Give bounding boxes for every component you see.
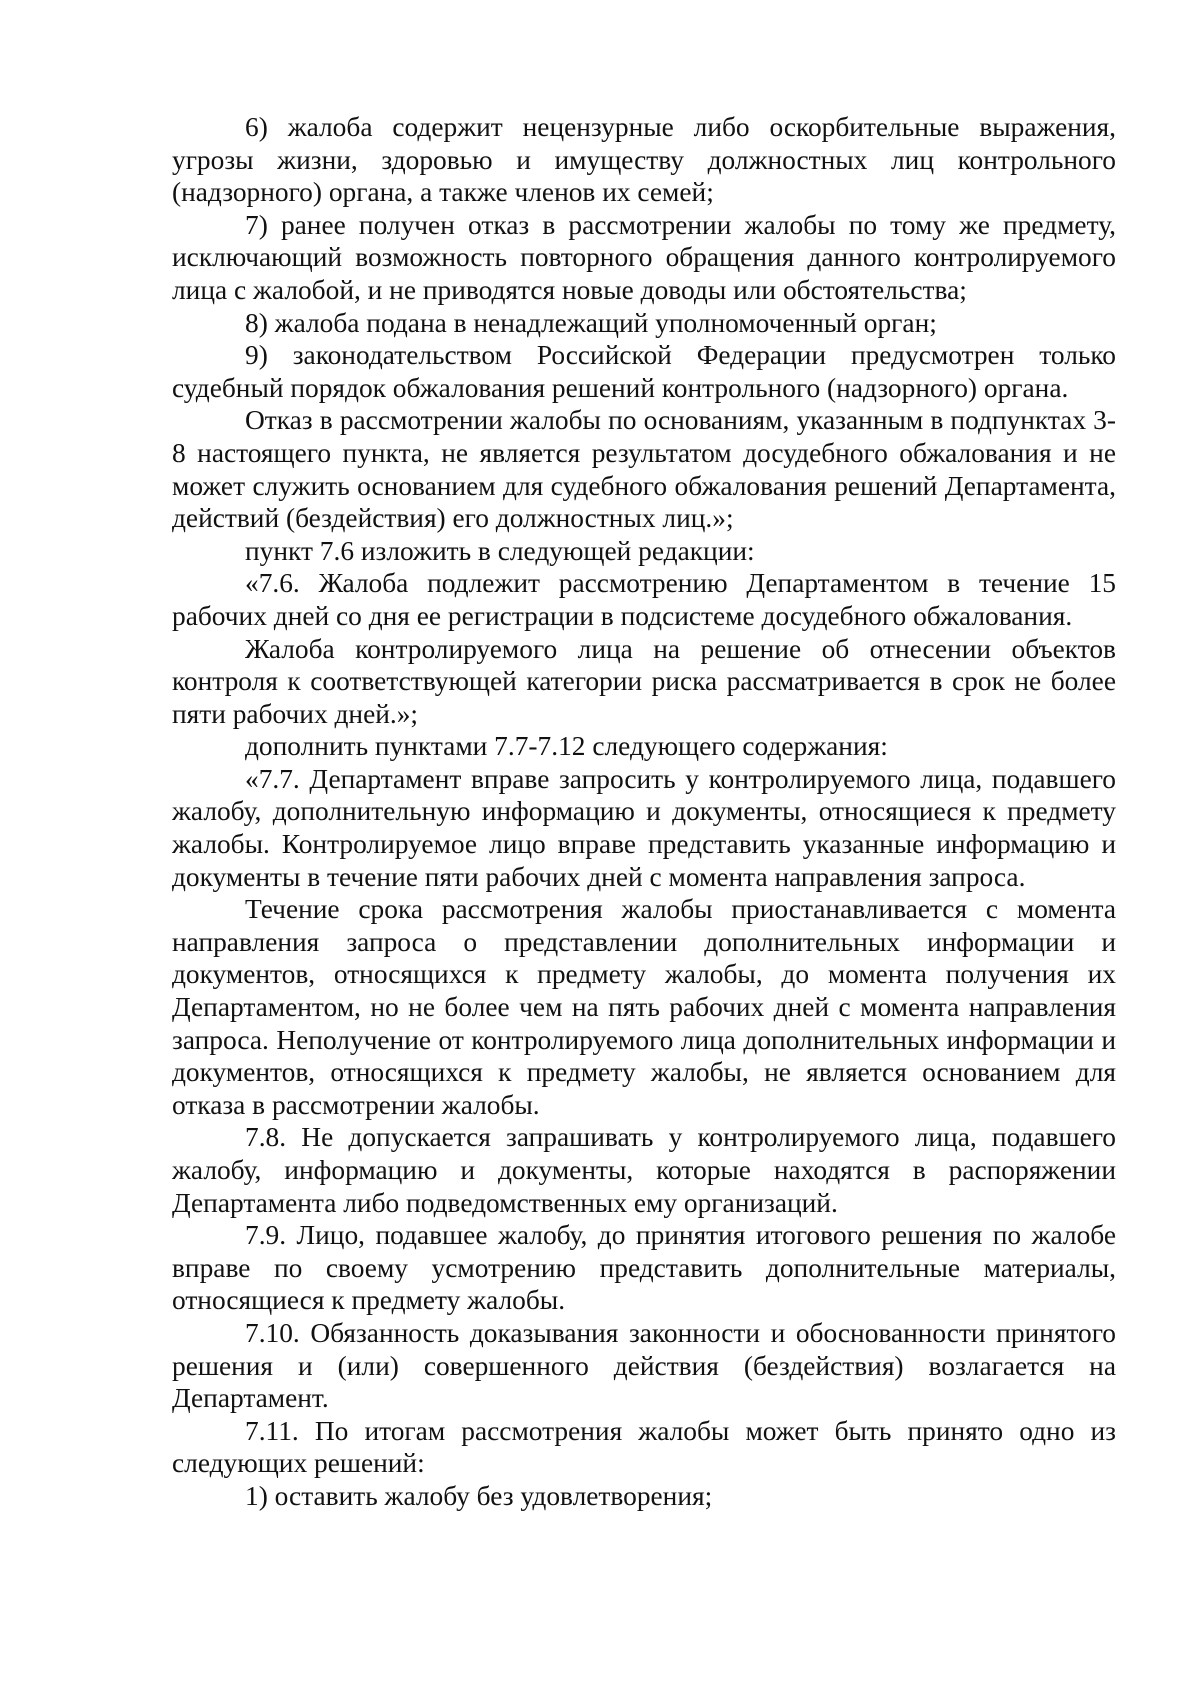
paragraph-clause-7-10: 7.10. Обязанность доказывания законности и обоснованности принятого решения и (или) совершенного действия (бездействия) возлагается на Департамент. — [172, 1317, 1116, 1414]
paragraph-item-8: 8) жалоба подана в ненадлежащий уполномоченный орган; — [245, 307, 937, 338]
paragraph-risk-category: Жалоба контролируемого лица на решение об отнесении объектов контроля к соответствующей категории риска рассматривается в срок не более пяти рабочих дней.»; — [172, 633, 1116, 729]
paragraph-clause-7-9: 7.9. Лицо, подавшее жалобу, до принятия итогового решения по жалобе вправе по своему усмотрению представить дополнительные материалы, относящиеся к предмету жалобы. — [172, 1220, 1116, 1316]
paragraph-clause-7-11: 7.11. По итогам рассмотрения жалобы может быть принято одно из следующих решений: — [172, 1415, 1116, 1479]
paragraph-clause-7-6: «7.6. Жалоба подлежит рассмотрению Департаментом в течение 15 рабочих дней со дня ее регистрации в подсистеме досудебного обжалования. — [172, 568, 1116, 631]
paragraph-item-7: 7) ранее получен отказ в рассмотрении жалобы по тому же предмету, исключающий возможность повторного обращения данного контролируемого лица с жалобой, и не приводятся новые доводы или обстоятельства; — [172, 209, 1116, 305]
paragraph-suspension: Течение срока рассмотрения жалобы приостанавливается с момента направления запроса о представлении дополнительных информации и документов, относящихся к предмету жалобы, до момента получения их Департаментом, но не более чем на пять рабочих дней с момента направления запроса. Неполучение от контролируемого лица дополнительных информации и документов, относящихся к предмету жалобы, не является основанием для отказа в рассмотрении жалобы. — [172, 894, 1116, 1120]
paragraph-clause-7-8: 7.8. Не допускается запрашивать у контролируемого лица, подавшего жалобу, информацию и документы, которые находятся в распоряжении Департамента либо подведомственных ему организаций. — [172, 1122, 1116, 1218]
paragraph-amend-7-6: пункт 7.6 изложить в следующей редакции: — [245, 535, 755, 566]
paragraph-add-clauses: дополнить пунктами 7.7-7.12 следующего содержания: — [245, 731, 888, 762]
document-body — [172, 111, 1116, 1513]
paragraph-decision-1: 1) оставить жалобу без удовлетворения; — [245, 1480, 713, 1511]
paragraph-item-9: 9) законодательством Российской Федерации предусмотрен только судебный порядок обжалования решений контрольного (надзорного) органа. — [172, 340, 1116, 403]
paragraph-item-6: 6) жалоба содержит нецензурные либо оскорбительные выражения, угрозы жизни, здоровью и имуществу должностных лиц контрольного (надзорного) органа, а также членов их семей; — [172, 112, 1116, 208]
paragraph-clause-7-7: «7.7. Департамент вправе запросить у контролируемого лица, подавшего жалобу, дополнительную информацию и документы, относящиеся к предмету жалобы. Контролируемое лицо вправе представить указанные информацию и документы в течение пяти рабочих дней с момента направления запроса. — [172, 763, 1116, 892]
paragraph-refusal-note: Отказ в рассмотрении жалобы по основаниям, указанным в подпунктах 3-8 настоящего пункта, не является результатом досудебного обжалования и не может служить основанием для судебного обжалования решений Департамента, действий (бездействия) его должностных лиц.»; — [172, 405, 1116, 534]
